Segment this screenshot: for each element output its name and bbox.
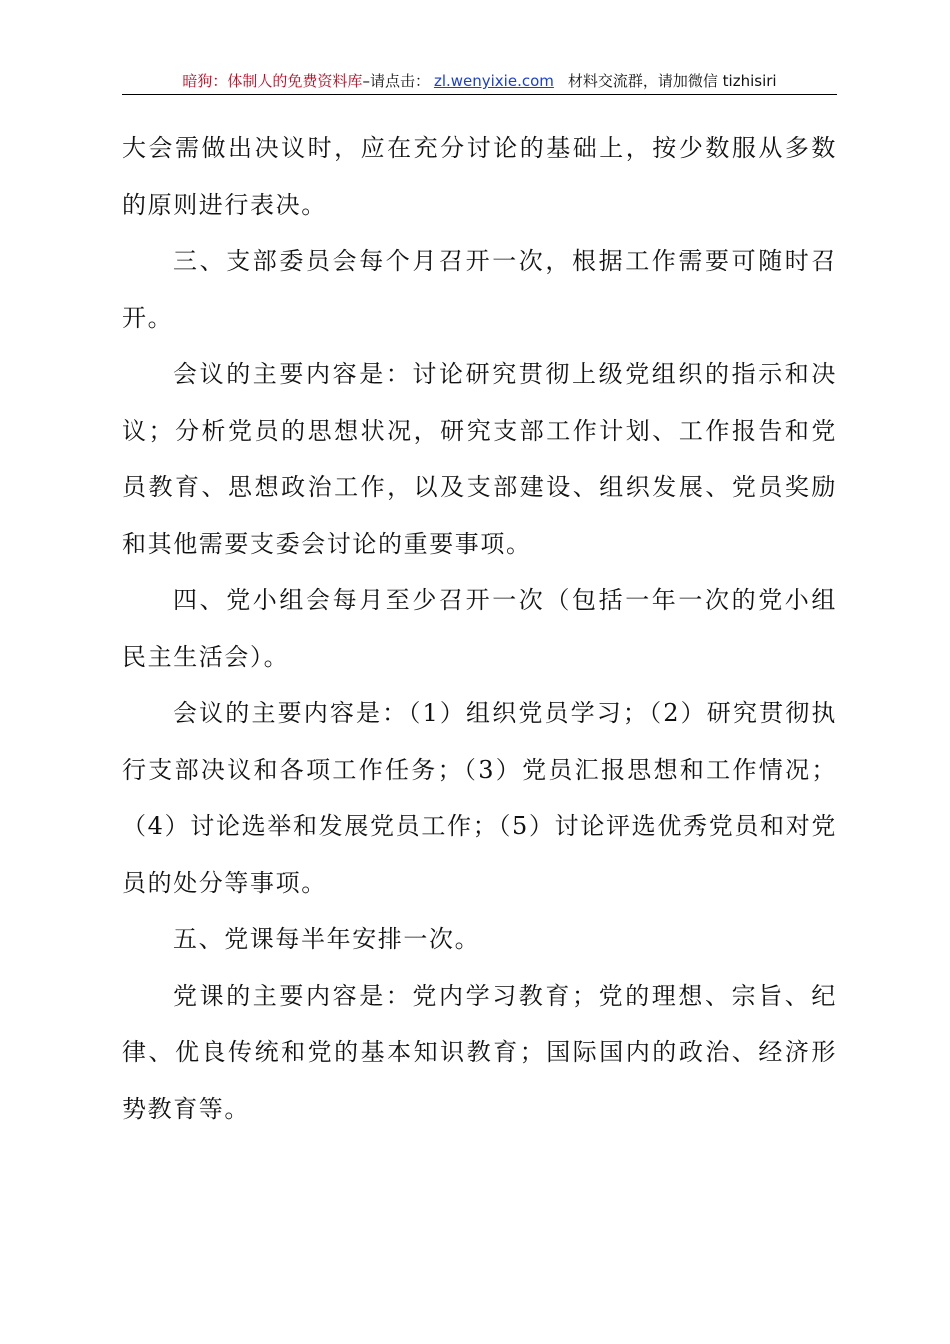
paragraph-committee-content: 会议的主要内容是：讨论研究贯彻上级党组织的指示和决议；分析党员的思想状况，研究支部工作计划、工作报告和党员教育、思想政治工作，以及支部建设、组织发展、党员奖励和其他需要支委会讨论的重要事项。 <box>122 360 837 558</box>
paragraph-lesson-content: 党课的主要内容是：党内学习教育；党的理想、宗旨、纪律、优良传统和党的基本知识教育；国际国内的政治、经济形势教育等。 <box>122 981 837 1123</box>
paragraph-section-five: 五、党课每半年安排一次。 <box>173 925 481 953</box>
paragraph-group-content: 会议的主要内容是：（1）组织党员学习；（2）研究贯彻执行支部决议和各项工作任务；（3）党员汇报思想和工作情况；（4）讨论选举和发展党员工作；（5）讨论评选优秀党员和对党员的处分等事项。 <box>122 699 837 897</box>
header-link[interactable]: zl.wenyixie.com <box>433 72 554 90</box>
document-body <box>122 120 837 1137</box>
paragraph-section-four: 四、党小组会每月至少召开一次（包括一年一次的党小组民主生活会）。 <box>122 586 837 671</box>
paragraph-continuation: 大会需做出决议时，应在充分讨论的基础上，按少数服从多数的原则进行表决。 <box>122 134 837 219</box>
page-header <box>122 68 837 95</box>
header-brand: 暗狗：体制人的免费资料库 <box>182 72 363 90</box>
header-contact: 材料交流群，请加微信 tizhisiri <box>567 72 777 90</box>
paragraph-section-three: 三、支部委员会每个月召开一次，根据工作需要可随时召开。 <box>122 247 837 332</box>
header-separator: –请点击： <box>362 72 430 90</box>
